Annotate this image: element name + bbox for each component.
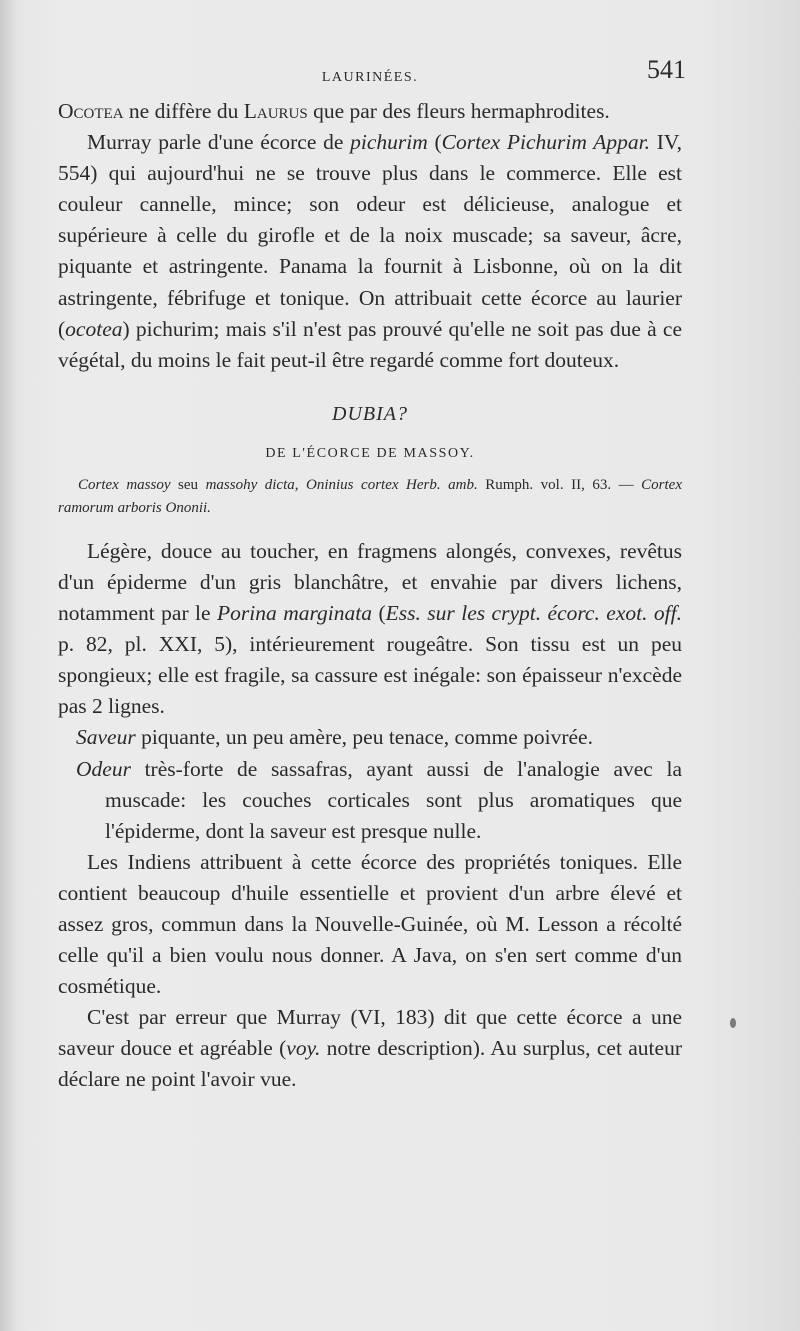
- text-span: piquante, un peu amère, peu tenace, comme poivrée.: [135, 725, 593, 750]
- text-span: IV, 554) qui aujourd'hui ne se trouve plus dans le commerce. Elle est couleur cannelle, mince; son odeur est délicieuse, analogue et supérieure à celle du girofle et de la noix muscade; sa saveur, âcre, piquante et astringente. Panama la fournit à Lisbonne, où on la dit astringente, fébrifuge et tonique. On attribuait cette écorce au laurier (: [58, 130, 682, 341]
- italic-term: ocotea: [65, 316, 123, 341]
- italic-abbrev: voy.: [286, 1036, 321, 1061]
- italic-citation: Ess. sur les crypt. écorc. exot. off.: [385, 601, 682, 626]
- paragraph-usage: Les Indiens attribuent à cette écorce des propriétés toniques. Elle contient beaucoup d'huile essentielle et provient d'un arbre élevé et assez gros, commun dans la Nouvelle-Guinée, où M. Lesson a récolté celle qu'il a bien voulu nous donner. A Java, on s'en sert comme d'un cosmétique.: [58, 849, 682, 999]
- italic-term: Cortex massoy: [78, 476, 171, 493]
- italic-term: Porina marginata: [217, 601, 372, 626]
- subsection-title: DE L'ÉCORCE DE MASSOY.: [265, 445, 475, 461]
- section-title: DUBIA?: [332, 402, 408, 425]
- text-span: Légère, douce au toucher, en fragmens alongés, convexes, revêtus d'un épiderme d'un gris blanchâtre, et envahie par divers lichens, notamment par le: [58, 538, 682, 626]
- saveur-label: Saveur: [76, 725, 136, 750]
- paragraph-ocotea: [58, 96, 682, 127]
- paragraph-murray-error: [58, 1002, 682, 1095]
- synonymy-note: [58, 474, 682, 520]
- text-span: (: [372, 601, 386, 626]
- page-number: 541: [647, 55, 686, 84]
- paragraph-description: [58, 536, 682, 723]
- text-span: Rumph. vol. II, 63. —: [477, 476, 642, 493]
- ink-spot-mark: [728, 1016, 738, 1030]
- text-span: Murray parle d'une écorce de: [87, 130, 351, 155]
- odeur-label: Odeur: [76, 756, 131, 781]
- running-title: LAURINÉES.: [321, 70, 419, 85]
- paragraph-pichurim: [58, 127, 682, 376]
- paragraph-saveur: [76, 722, 682, 753]
- italic-citation: Cortex Pichurim Appar.: [441, 130, 650, 155]
- text-span: que par des fleurs hermaphrodites.: [307, 99, 610, 123]
- text-span: ne diffère du: [123, 99, 244, 123]
- text-span: ) pichurim; mais s'il n'est pas prouvé qu'elle ne soit pas due à ce végétal, du moins le fait peut-il être regardé comme fort douteux.: [58, 316, 682, 372]
- italic-citation: massohy dicta, Oninius cortex Herb. amb.: [205, 476, 478, 493]
- running-head: [58, 55, 686, 96]
- italic-term: pichurim: [350, 130, 428, 155]
- paragraph-odeur: [76, 754, 682, 847]
- text-span: notre description). Au surplus, cet auteur déclare ne point l'avoir vue.: [58, 1036, 682, 1092]
- genus-laurus: Laurus: [243, 99, 308, 123]
- italic-citation: Cortex ramorum arboris Ononii.: [58, 476, 682, 516]
- text-span: (: [427, 130, 442, 155]
- text-span: p. 82, pl. XXI, 5), intérieurement rougeâtre. Son tissu est un peu spongieux; elle est fragile, sa cassure est inégale: son épaisseur n'excède pas 2 lignes.: [58, 632, 682, 719]
- text-span: très-forte de sassafras, ayant aussi de l'analogie avec la muscade: les couches corticales sont plus aromatiques que l'épiderme, dont la saveur est presque nulle.: [105, 756, 682, 843]
- genus-ocotea: Ocotea: [58, 99, 124, 123]
- text-span: C'est par erreur que Murray (VI, 183) dit que cette écorce a une saveur douce et agréable (: [58, 1005, 682, 1061]
- text-span: seu: [170, 476, 206, 493]
- page-content: [58, 55, 686, 1096]
